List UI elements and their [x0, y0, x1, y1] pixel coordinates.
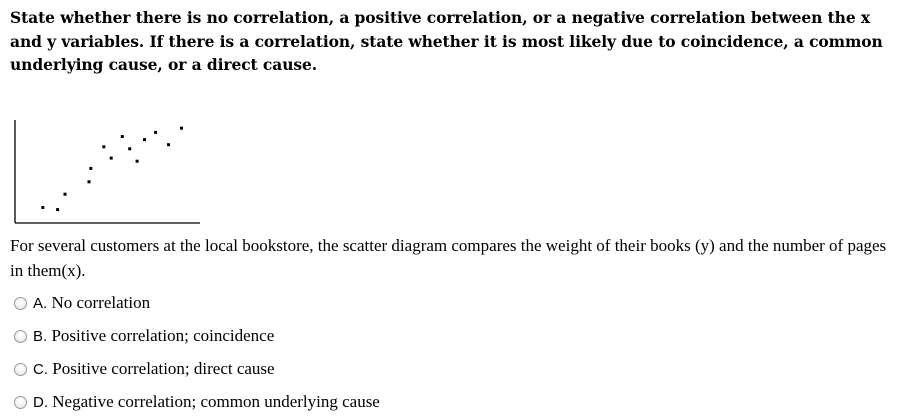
radio-button-c[interactable]: [14, 363, 27, 376]
option-b-letter: B.: [33, 328, 48, 345]
scatter-point-8: [121, 135, 124, 138]
option-c-text: Positive correlation; direct cause: [52, 359, 275, 378]
scatter-point-6: [102, 145, 105, 148]
option-d-label[interactable]: [33, 392, 380, 413]
scatter-point-13: [167, 143, 170, 146]
scatter-point-12: [154, 131, 157, 134]
scatter-point-14: [180, 127, 183, 130]
scatter-point-3: [64, 193, 67, 196]
radio-button-a[interactable]: [14, 297, 27, 310]
scatter-point-11: [143, 138, 146, 141]
option-d-text: Negative correlation; common underlying cause: [52, 392, 380, 411]
scenario-description: For several customers at the local bookstore, the scatter diagram compares the weight of their books (y) and the number of pages in them(x).: [10, 236, 887, 280]
scatter-point-7: [110, 157, 113, 160]
option-b[interactable]: [14, 320, 380, 353]
radio-button-d[interactable]: [14, 396, 27, 409]
option-b-text: Positive correlation; coincidence: [51, 326, 275, 345]
option-c-letter: C.: [33, 361, 48, 378]
option-a-text: No correlation: [51, 293, 151, 312]
radio-button-b[interactable]: [14, 330, 27, 343]
answer-options: [14, 287, 380, 419]
option-d[interactable]: [14, 386, 380, 419]
option-a-letter: A.: [33, 295, 48, 312]
option-c[interactable]: [14, 353, 380, 386]
option-b-label[interactable]: [33, 326, 274, 347]
scatter-point-1: [41, 206, 44, 209]
scatter-point-10: [136, 160, 139, 163]
scatter-plot: [10, 120, 210, 230]
scatter-point-5: [89, 167, 92, 170]
option-c-label[interactable]: [33, 359, 275, 380]
scatter-point-9: [128, 147, 131, 150]
option-d-letter: D.: [33, 394, 48, 411]
option-a-label[interactable]: [33, 293, 150, 314]
option-a[interactable]: [14, 287, 380, 320]
points-layer: [41, 127, 183, 211]
scatter-point-2: [56, 208, 59, 211]
scatter-point-4: [88, 180, 91, 183]
question-text: State whether there is no correlation, a positive correlation, or a negative correlation between the x and y variables. If there is a correlation, state whether it is most likely due to coincidence, a common underlying cause, or a direct cause.: [10, 8, 883, 74]
